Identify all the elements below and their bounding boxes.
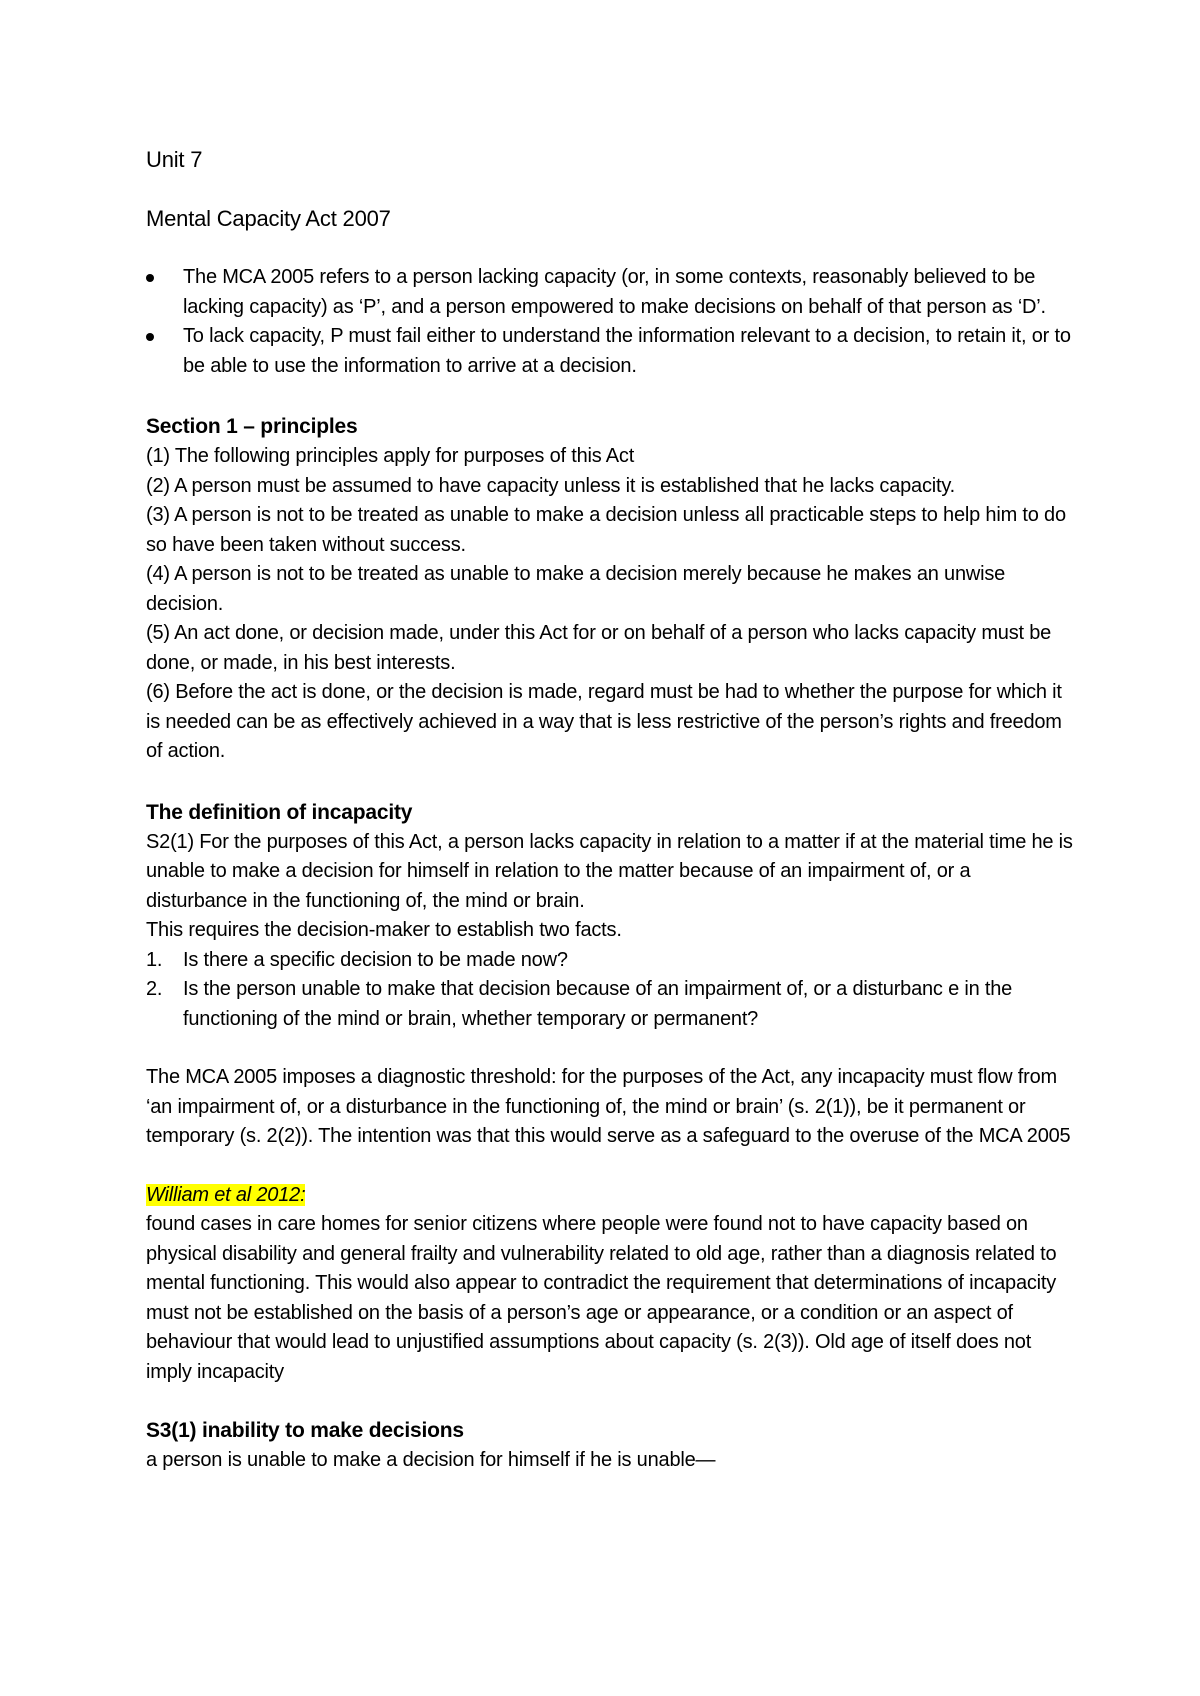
list-item bbox=[146, 263, 1076, 322]
principle-6: (6) Before the act is done, or the decision is made, regard must be had to whether the purpose for which it is needed can be as effectively achieved in a way that is less restrictive of the person’s rights and freedom of action. bbox=[146, 681, 1062, 762]
list-item bbox=[146, 322, 1076, 381]
list-item bbox=[146, 946, 1076, 976]
bullet-text: The MCA 2005 refers to a person lacking capacity (or, in some contexts, reasonably believed to be lacking capacity) as ‘P’, and a person empowered to make decisions on behalf of that person as ‘D’. bbox=[183, 266, 1046, 318]
list-number: 1. bbox=[146, 948, 163, 971]
requires-paragraph: This requires the decision-maker to establish two facts. bbox=[146, 919, 622, 941]
facts-list bbox=[146, 946, 1076, 1035]
principle-4: (4) A person is not to be treated as unable to make a decision merely because he makes an unwise decision. bbox=[146, 563, 1006, 615]
bullet-icon bbox=[146, 274, 154, 282]
william-paragraph: found cases in care homes for senior citizens where people were found not to have capacity based on physical disability and general frailty and vulnerability related to old age, rather than a diagnosis related to mental functioning. This would also appear to contradict the requirement that determinations of incapacity must not be established on the basis of a person’s age or appearance, or a condition or an aspect of behaviour that would lead to unjustified assumptions about capacity (s. 2(3)). Old age of itself does not imply incapacity bbox=[146, 1213, 1057, 1383]
bullet-icon bbox=[146, 333, 154, 341]
act-title: Mental Capacity Act 2007 bbox=[146, 206, 391, 231]
section1-heading: Section 1 – principles bbox=[146, 415, 358, 438]
fact-text: Is the person unable to make that decision because of an impairment of, or a disturbanc e in the functioning of the mind or brain, whether temporary or permanent? bbox=[183, 978, 1013, 1030]
principle-1: (1) The following principles apply for purposes of this Act bbox=[146, 445, 635, 467]
definition-heading: The definition of incapacity bbox=[146, 800, 413, 824]
document-body bbox=[146, 145, 1076, 1476]
william-citation-line bbox=[146, 1181, 1076, 1211]
intro-bullet-list bbox=[146, 263, 1076, 381]
principle-2: (2) A person must be assumed to have capacity unless it is established that he lacks capacity. bbox=[146, 474, 956, 497]
s2-paragraph: S2(1) For the purposes of this Act, a person lacks capacity in relation to a matter if at the material time he is unable to make a decision for himself in relation to the matter because of an impairment of, or a disturbance in the functioning of, the mind or brain. bbox=[146, 830, 1073, 912]
unit-title: Unit 7 bbox=[146, 147, 203, 172]
william-citation: William et al 2012: bbox=[146, 1183, 306, 1206]
principle-3: (3) A person is not to be treated as unable to make a decision unless all practicable steps to help him to do so have been taken without success. bbox=[146, 504, 1066, 556]
list-number: 2. bbox=[146, 978, 163, 1000]
fact-text: Is there a specific decision to be made now? bbox=[183, 948, 568, 971]
bullet-text: To lack capacity, P must fail either to understand the information relevant to a decision, to retain it, or to be able to use the information to arrive at a decision. bbox=[183, 325, 1071, 377]
s3-heading: S3(1) inability to make decisions bbox=[146, 1419, 464, 1442]
list-item bbox=[146, 975, 1076, 1034]
s3-paragraph: a person is unable to make a decision for himself if he is unable— bbox=[146, 1449, 716, 1471]
threshold-paragraph: The MCA 2005 imposes a diagnostic threshold: for the purposes of the Act, any incapacity must flow from ‘an impairment of, or a disturbance in the functioning of, the mind or brain’ (s. 2(1)), be it permanent or temporary (s. 2(2)). The intention was that this would serve as a safeguard to the overuse of the MCA 2005 bbox=[146, 1066, 1071, 1147]
principle-5: (5) An act done, or decision made, under this Act for or on behalf of a person who lacks capacity must be done, or made, in his best interests. bbox=[146, 622, 1052, 674]
